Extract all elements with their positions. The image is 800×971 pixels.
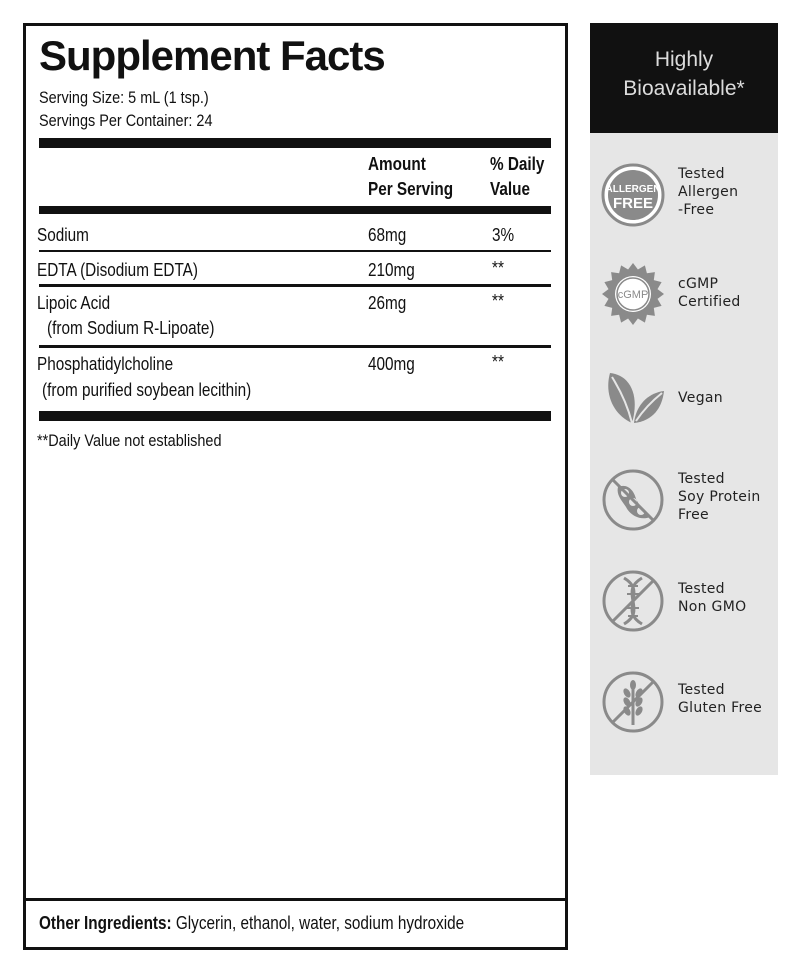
nutrient-name: Lipoic Acid bbox=[37, 293, 111, 313]
badge-label bbox=[678, 275, 741, 311]
other-ingredients-text bbox=[39, 911, 464, 935]
badge-label-line: cGMP bbox=[678, 276, 719, 292]
servings-per-container: Servings Per Container: 24 bbox=[39, 111, 213, 130]
badge-vegan bbox=[590, 363, 778, 433]
no-gmo-dna-icon bbox=[600, 568, 666, 634]
nutrient-amount: 400mg bbox=[368, 354, 415, 374]
nutrient-name: Phosphatidylcholine bbox=[37, 354, 174, 374]
nutrient-name: Sodium bbox=[37, 225, 89, 245]
badge-label bbox=[678, 470, 761, 524]
badge-label-line: Tested bbox=[678, 581, 725, 597]
nutrient-amount: 68mg bbox=[368, 225, 407, 245]
nutrient-amount: 26mg bbox=[368, 293, 407, 313]
daily-value-header-line2: Value bbox=[490, 179, 530, 199]
other-ingredients-label: Other Ingredients: bbox=[39, 913, 172, 933]
certification-sidebar bbox=[590, 23, 778, 775]
badge-cgmp bbox=[590, 259, 778, 329]
thick-divider bbox=[39, 138, 551, 148]
nutrient-amount: 210mg bbox=[368, 260, 415, 280]
bioavailable-banner bbox=[590, 23, 778, 133]
bottom-thick-divider bbox=[39, 411, 551, 421]
facts-title: Supplement Facts bbox=[39, 32, 385, 79]
badge-label-line: Vegan bbox=[678, 390, 723, 406]
cgmp-seal-icon bbox=[600, 261, 666, 327]
badge-label-line: Tested bbox=[678, 166, 725, 182]
allergen-free-icon bbox=[600, 162, 666, 228]
other-ingredients bbox=[26, 898, 565, 947]
headline-line1: Highly bbox=[654, 48, 714, 71]
nutrient-daily-value: 3% bbox=[492, 225, 515, 245]
no-gluten-wheat-icon bbox=[600, 669, 666, 735]
badge-label bbox=[678, 681, 762, 717]
badge-label bbox=[678, 580, 746, 616]
headline-line2: Bioavailable* bbox=[623, 77, 745, 100]
row-divider bbox=[39, 284, 551, 287]
vegan-leaf-icon bbox=[600, 365, 666, 431]
badge-allergen-free bbox=[590, 160, 778, 230]
daily-value-footnote: **Daily Value not established bbox=[37, 431, 222, 450]
badge-label-line: -Free bbox=[678, 202, 715, 218]
badge-gluten-free bbox=[590, 667, 778, 737]
badge-label-line: Gluten Free bbox=[678, 700, 763, 716]
daily-value-header-line1: % Daily bbox=[490, 154, 545, 174]
other-ingredients-list: Glycerin, ethanol, water, sodium hydroxide bbox=[171, 913, 465, 933]
badge-label bbox=[678, 389, 723, 407]
badge-label bbox=[678, 165, 738, 219]
header-divider bbox=[39, 206, 551, 214]
serving-size: Serving Size: 5 mL (1 tsp.) bbox=[39, 88, 209, 107]
badge-label-line: Tested bbox=[678, 471, 725, 487]
allergen-icon-text: ALLERGEN bbox=[605, 184, 661, 195]
badge-label-line: Soy Protein bbox=[678, 489, 761, 505]
nutrient-daily-value: ** bbox=[492, 258, 504, 278]
badge-label-line: Non GMO bbox=[678, 599, 747, 615]
nutrient-source: (from Sodium R-Lipoate) bbox=[47, 318, 215, 338]
badge-label-line: Free bbox=[678, 507, 709, 523]
row-divider bbox=[39, 345, 551, 348]
badge-soy-free bbox=[590, 465, 778, 535]
amount-header-line1: Amount bbox=[368, 154, 426, 174]
badge-label-line: Allergen bbox=[678, 184, 739, 200]
nutrient-daily-value: ** bbox=[492, 291, 504, 311]
badge-non-gmo bbox=[590, 566, 778, 636]
nutrient-daily-value: ** bbox=[492, 352, 504, 372]
amount-header-line2: Per Serving bbox=[368, 179, 454, 199]
nutrient-source: (from purified soybean lecithin) bbox=[42, 380, 252, 400]
cgmp-icon-text: cGMP bbox=[617, 289, 649, 301]
row-divider bbox=[39, 250, 551, 252]
badge-label-line: Certified bbox=[678, 294, 741, 310]
bioavailable-headline bbox=[590, 45, 778, 103]
badge-label-line: Tested bbox=[678, 682, 725, 698]
free-icon-text: FREE bbox=[612, 195, 654, 212]
no-soy-icon bbox=[600, 467, 666, 533]
supplement-facts-panel bbox=[23, 23, 568, 950]
nutrient-name: EDTA (Disodium EDTA) bbox=[37, 260, 198, 280]
